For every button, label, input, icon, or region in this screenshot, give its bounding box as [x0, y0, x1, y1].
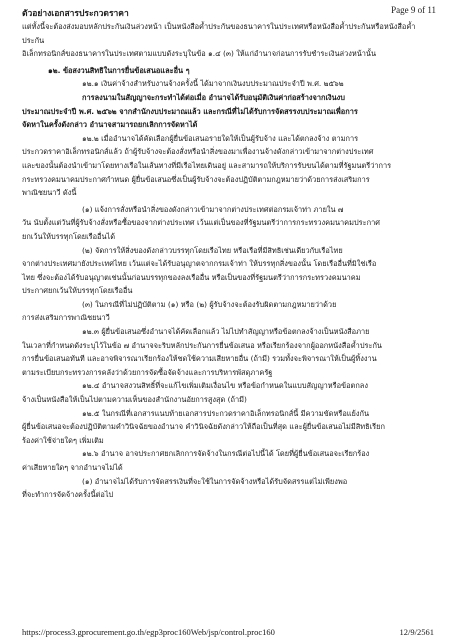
paragraph: ร้องค่าใช้จ่ายใดๆ เพิ่มเติม	[22, 435, 104, 445]
paragraph: อิเล็กทรอนิกส์ของธนาคารในประเทศตามแบบดังระบุในข้อ ๑.๔ (๓) ให้แก่อำนาจก่อนการรับชำระเงินล่วงหน้านั้น	[22, 49, 377, 59]
paragraph: ในเวลาที่กำหนดดังระบุไว้ในข้อ ๗ อำนาจจะริบหลักประกันการยื่นข้อเสนอ หรือเรียกร้องจากผู้ออกหนังสือค้ำประกัน	[22, 340, 382, 350]
paragraph: ประมาณประจำปี พ.ศ. ๒๕๖๒ จากสำนักงบประมาณแล้ว และกรณีที่ไม่ได้รับการจัดสรรงบประมาณเพื่อการ	[22, 106, 358, 116]
paragraph: ค่าเสียหายใดๆ จากอำนาจไม่ได้	[22, 463, 123, 472]
section-heading: ๑๒. ข้อสงวนสิทธิในการยื่นข้อเสนอและอื่น ๆ	[48, 65, 190, 75]
footer-date: 12/9/2561	[399, 627, 434, 637]
paragraph: (๒) จัดการให้สิ่งของดังกล่าวบรรทุกโดยเรือไทย หรือเรือที่มีสิทธิเช่นเดียวกับเรือไทย	[82, 245, 343, 255]
paragraph: ประกาศยกเว้นให้บรรทุกโดยเรืออื่น	[22, 286, 133, 296]
paragraph: กระทรวงคมนาคมประกาศกำหนด ผู้ยื่นข้อเสนอซึ่งเป็นผู้รับจ้างจะต้องปฏิบัติตามกฎหมายว่าด้วยการส่งเสริมการ	[22, 174, 370, 184]
paragraph: จ้างเป็นหนังสือให้เป็นไปตามความเห็นของสำนักงานอัยการสูงสุด (ถ้ามี)	[22, 395, 247, 405]
paragraph: ยกเว้นให้บรรทุกโดยเรืออื่นได้	[22, 231, 116, 241]
document-body	[22, 20, 428, 621]
paragraph: ที่จะทำการจัดจ้างครั้งนี้ต่อไป	[22, 490, 114, 500]
paragraph: การลงนามในสัญญาจะกระทำได้ต่อเมื่อ อำนาจได้รับอนุมัติเงินค่าก่อสร้างจากเงินงบ	[82, 92, 345, 102]
paragraph: ตามระเบียบกระทรวงการคลังว่าด้วยการจัดซื้อจัดจ้างและการบริหารพัสดุภาครัฐ	[22, 367, 273, 377]
paragraph: และของนั้นต้องนำเข้ามาโดยทางเรือในเส้นทางที่มีเรือไทยเดินอยู่ และสามารถให้บริการรับขนได้ตามที่รัฐมนตรีว่าการ	[22, 160, 392, 170]
page-number: Page 9 of 11	[391, 5, 436, 15]
paragraph: (๓) ในกรณีที่ไม่ปฏิบัติตาม (๑) หรือ (๒) ผู้รับจ้างจะต้องรับผิดตามกฎหมายว่าด้วย	[82, 299, 337, 309]
paragraph: (๑) แจ้งการสั่งหรือนำสิ่งของดังกล่าวเข้ามาจากต่างประเทศต่อกรมเจ้าท่า ภายใน ๗	[82, 204, 344, 214]
paragraph: ๑๒.๒ เมื่ออำนาจได้คัดเลือกผู้ยื่นข้อเสนอรายใดให้เป็นผู้รับจ้าง และได้ตกลงจ้าง ตามการ	[82, 133, 359, 143]
paragraph: แต่ทั้งนี้จะต้องส่งมอบหลักประกันเงินล่วงหน้า เป็นหนังสือค้ำประกันของธนาคารในประเทศหรือหนังสือค้ำประกันหรือหนังสือค้ำประกัน	[22, 22, 416, 45]
paragraph: การส่งเสริมการพาณิชยนาวี	[22, 313, 110, 323]
paragraph: วัน นับตั้งแต่วันที่ผู้รับจ้างสั่งหรือซื้อของจากต่างประเทศ เว้นแต่เป็นของที่รัฐมนตรีว่าการกระทรวงคมนาคมประกาศ	[22, 218, 380, 228]
paragraph: การยื่นข้อเสนอทันที และอาจพิจารณาเรียกร้องให้ชดใช้ความเสียหายอื่น (ถ้ามี) รวมทั้งจะพิจารณาให้เป็นผู้ทิ้งงาน	[22, 354, 377, 364]
paragraph: จัดหาในครั้งดังกล่าว อำนาจสามารถยกเลิกการจัดหาได้	[22, 120, 198, 130]
paragraph: ไทย ซึ่งจะต้องได้รับอนุญาตเช่นนั้นก่อนบรรทุกของลงเรืออื่น หรือเป็นของที่รัฐมนตรีว่าการกระทรวงคมนาคม	[22, 272, 361, 282]
paragraph: ประกวดราคาอิเล็กทรอนิกส์แล้ว ถ้าผู้รับจ้างจะต้องสั่งหรือนำสิ่งของมาเพื่องานจ้างดังกล่าวเข้ามาจากต่างประเทศ	[22, 147, 374, 157]
paragraph: (๑) อำนาจไม่ได้รับการจัดสรรเงินที่จะใช้ในการจัดจ้างหรือได้รับจัดสรรแต่ไม่เพียงพอ	[82, 476, 348, 486]
document-header-title: ตัวอย่างเอกสารประกวดราคา	[22, 9, 129, 19]
footer-url: https://process3.gprocurement.go.th/egp3proc160Web/jsp/control.proc160	[22, 627, 275, 637]
paragraph: ผู้ยื่นข้อเสนอจะต้องปฏิบัติตามคำวินิจฉัยของอำนาจ คำวินิจฉัยดังกล่าวให้ถือเป็นที่สุด และผู้ยื่นข้อเสนอไม่มีสิทธิเรียก	[22, 422, 385, 432]
paragraph: พาณิชยนาวี ดังนี้	[22, 188, 77, 198]
paragraph: ๑๒.๔ อำนาจสงวนสิทธิ์ที่จะแก้ไขเพิ่มเติมเงื่อนไข หรือข้อกำหนดในแบบสัญญาหรือข้อตกลง	[82, 381, 368, 391]
paragraph: ๑๒.๖ อำนาจ อาจประกาศยกเลิกการจัดจ้างในกรณีต่อไปนี้ได้ โดยที่ผู้ยื่นข้อเสนอจะเรียกร้อง	[82, 449, 370, 459]
paragraph: จากต่างประเทศมายังประเทศไทย เว้นแต่จะได้รับอนุญาตจากกรมเจ้าท่า ให้บรรทุกสิ่งของนั้น โดยเรืออื่นที่มิใช่เรือ	[22, 259, 377, 269]
paragraph: ๑๒.๓ ผู้ยื่นข้อเสนอซึ่งอำนาจได้คัดเลือกแล้ว ไม่ไปทำสัญญาหรือข้อตกลงจ้างเป็นหนังสือภาย	[82, 327, 370, 337]
paragraph: ๑๒.๑ เงินค่าจ้างสำหรับงานจ้างครั้งนี้ ได้มาจากเงินงบประมาณประจำปี พ.ศ. ๒๕๖๒	[82, 79, 344, 89]
paragraph: ๑๒.๕ ในกรณีที่เอกสารแนบท้ายเอกสารประกวดราคาอิเล็กทรอนิกส์นี้ มีความขัดหรือแย้งกัน	[82, 408, 369, 418]
